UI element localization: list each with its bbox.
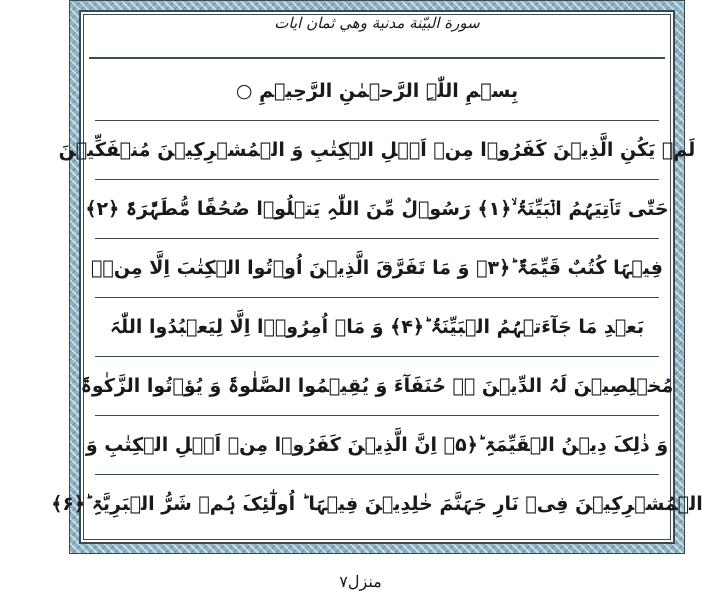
verse-line-4: فِیۡہَا کُتُبٌ قَیِّمَۃٌ ؕ﴿۳﴾ وَ مَا تَفَرَّقَ الَّذِیۡنَ اُوۡتُوا الۡکِتٰبَ اِلَّا مِنۡۢ — [95, 239, 659, 298]
verse-line-5: بَعۡدِ مَا جَآءَتۡہُمُ الۡبَیِّنَۃُ ؕ﴿۴﴾ وَ مَاۤ اُمِرُوۡۤا اِلَّا لِیَعۡبُدُوا اللّٰہَ — [95, 298, 659, 357]
ornamental-border — [51, 0, 703, 554]
verse-line-2: لَمۡ یَکُنِ الَّذِیۡنَ کَفَرُوۡا مِنۡ اَہۡلِ الۡکِتٰبِ وَ الۡمُشۡرِکِیۡنَ مُنۡفَکِّیۡنَ — [95, 121, 659, 180]
verse-lines — [51, 62, 703, 534]
verse-line-3: حَتّٰی تَاۡتِیَہُمُ الۡبَیِّنَۃُ ۙ﴿۱﴾ رَسُوۡلٌ مِّنَ اللّٰہِ یَتۡلُوۡا صُحُفًا مُّطَہَّرَۃً ﴿۲﴾ — [95, 180, 659, 239]
text-panel — [51, 10, 703, 544]
surah-title: سورة البيّنة مدنية وهي ثمان ايات — [274, 14, 480, 32]
manzil-label: منزل۷ — [339, 572, 382, 591]
verse-line-8: الۡمُشۡرِکِیۡنَ فِیۡ نَارِ جَہَنَّمَ خٰلِدِیۡنَ فِیۡہَا ؕ اُولٰٓئِکَ ہُمۡ شَرُّ الۡبَرِیَّۃِ ؕ﴿۶﴾ — [51, 493, 703, 515]
verse-line-6: مُخۡلِصِیۡنَ لَہُ الدِّیۡنَ ۬ۙ حُنَفَآءَ وَ یُقِیۡمُوا الصَّلٰوۃَ وَ یُؤۡتُوا الزَّکٰوۃَ — [95, 357, 659, 416]
verse-line-7: وَ ذٰلِکَ دِیۡنُ الۡقَیِّمَۃِ ؕ﴿۵﴾ اِنَّ الَّذِیۡنَ کَفَرُوۡا مِنۡ اَہۡلِ الۡکِتٰبِ وَ — [95, 416, 659, 475]
header-divider — [89, 57, 665, 59]
bismillah-line: بِسۡمِ اللّٰہِ الرَّحۡمٰنِ الرَّحِیۡمِ ○ — [95, 62, 659, 121]
